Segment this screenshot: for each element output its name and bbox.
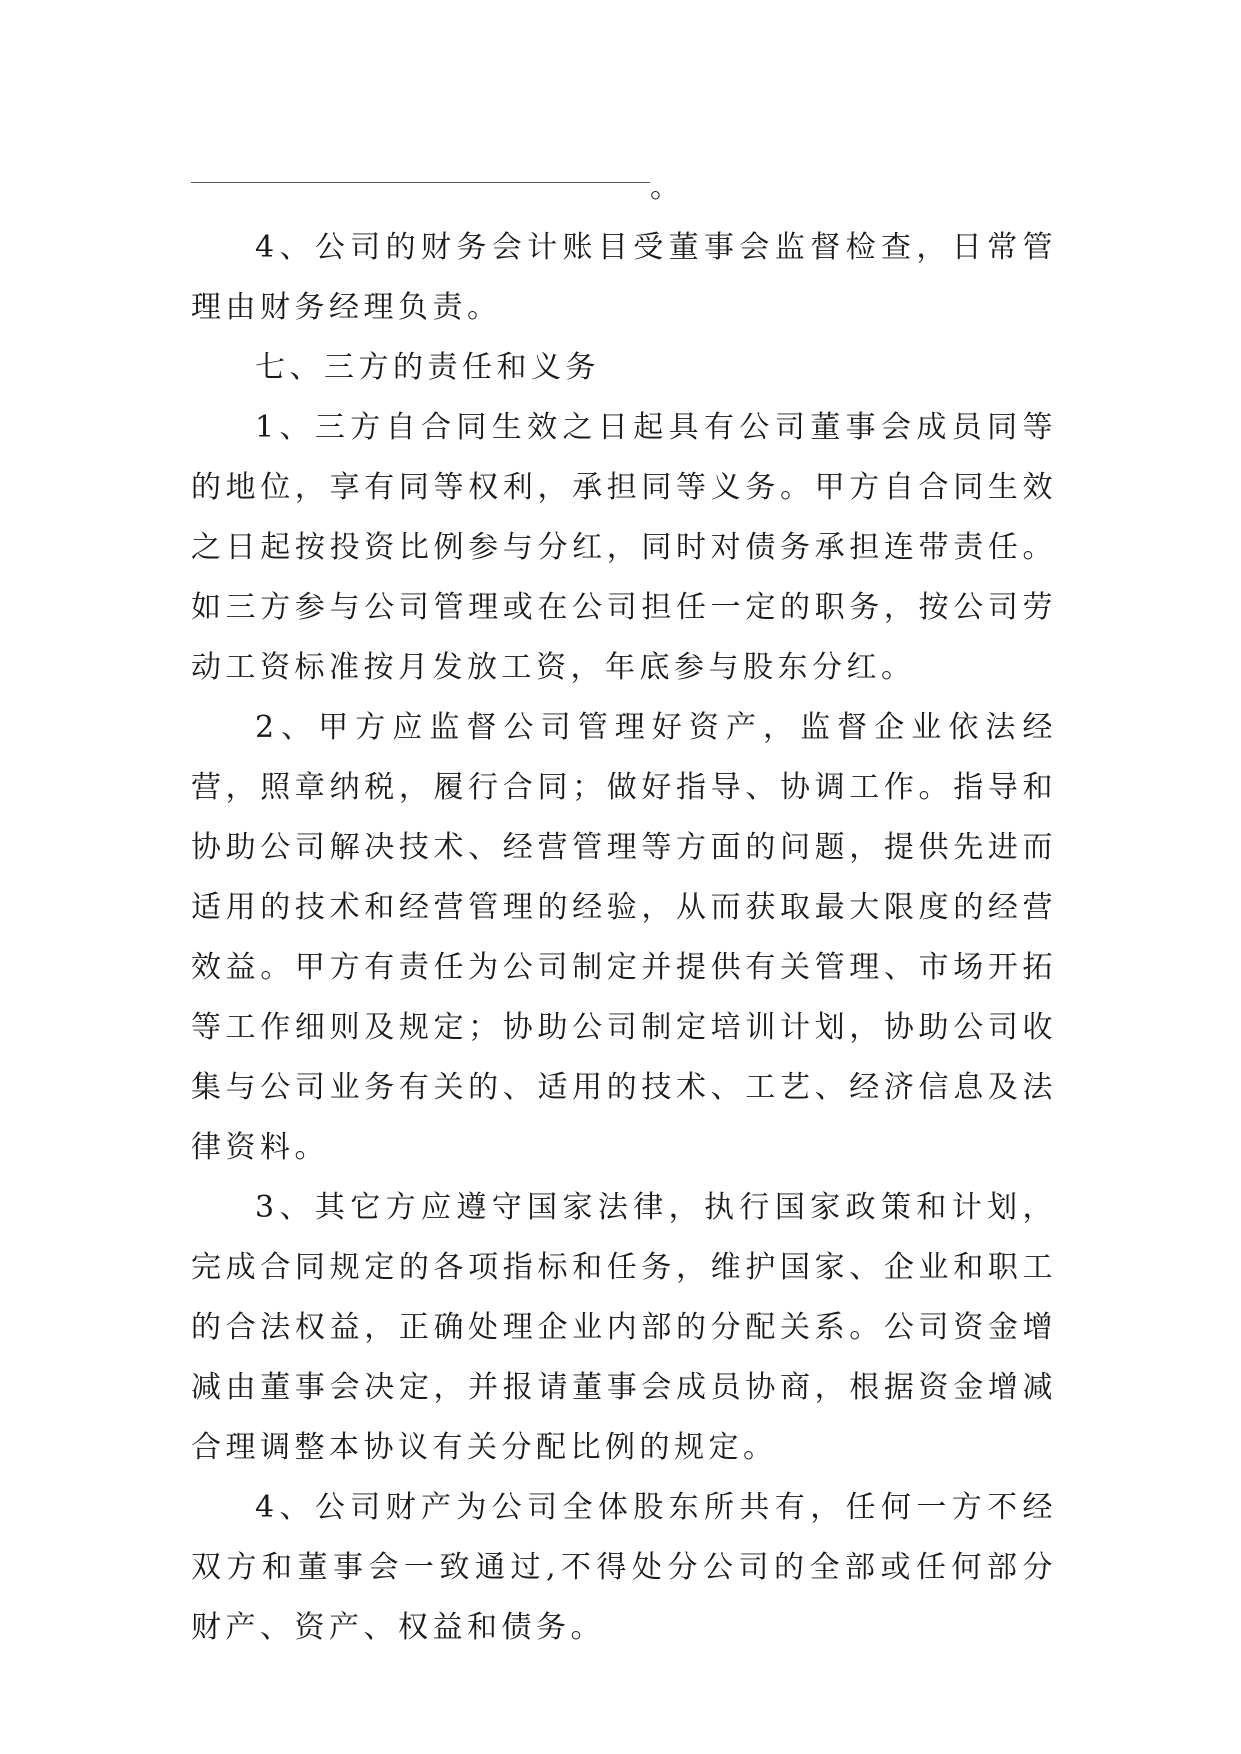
fill-line-end: 。 <box>650 170 680 205</box>
paragraph-clause-4: 4、公司财产为公司全体股东所共有，任何一方不经双方和董事会一致通过,不得处分公司的全部或任何部分财产、资产、权益和债务。 <box>191 1490 1057 1645</box>
section-heading-responsibilities: 七、三方的责任和义务 <box>255 350 600 385</box>
fill-in-blank-line <box>191 158 1057 218</box>
blank-underline <box>191 181 650 183</box>
paragraph-clause-3: 3、其它方应遵守国家法律，执行国家政策和计划，完成合同规定的各项指标和任务，维护国家、企业和职工的合法权益，正确处理企业内部的分配关系。公司资金增减由董事会决定，并报请董事会成员协商，根据资金增减合理调整本协议有关分配比例的规定。 <box>191 1190 1057 1465</box>
paragraph-finance-supervision: 4、公司的财务会计账目受董事会监督检查，日常管理由财务经理负责。 <box>191 230 1057 325</box>
paragraph-clause-1: 1、三方自合同生效之日起具有公司董事会成员同等的地位，享有同等权利，承担同等义务。甲方自合同生效之日起按投资比例参与分红，同时对债务承担连带责任。如三方参与公司管理或在公司担任一定的职务，按公司劳动工资标准按月发放工资，年底参与股东分红。 <box>191 410 1057 685</box>
document-page <box>191 158 1057 1658</box>
paragraph-clause-2: 2、甲方应监督公司管理好资产，监督企业依法经营，照章纳税，履行合同；做好指导、协调工作。指导和协助公司解决技术、经营管理等方面的问题，提供先进而适用的技术和经营管理的经验，从而获取最大限度的经营效益。甲方有责任为公司制定并提供有关管理、市场开拓等工作细则及规定；协助公司制定培训计划，协助公司收集与公司业务有关的、适用的技术、工艺、经济信息及法律资料。 <box>191 710 1057 1165</box>
